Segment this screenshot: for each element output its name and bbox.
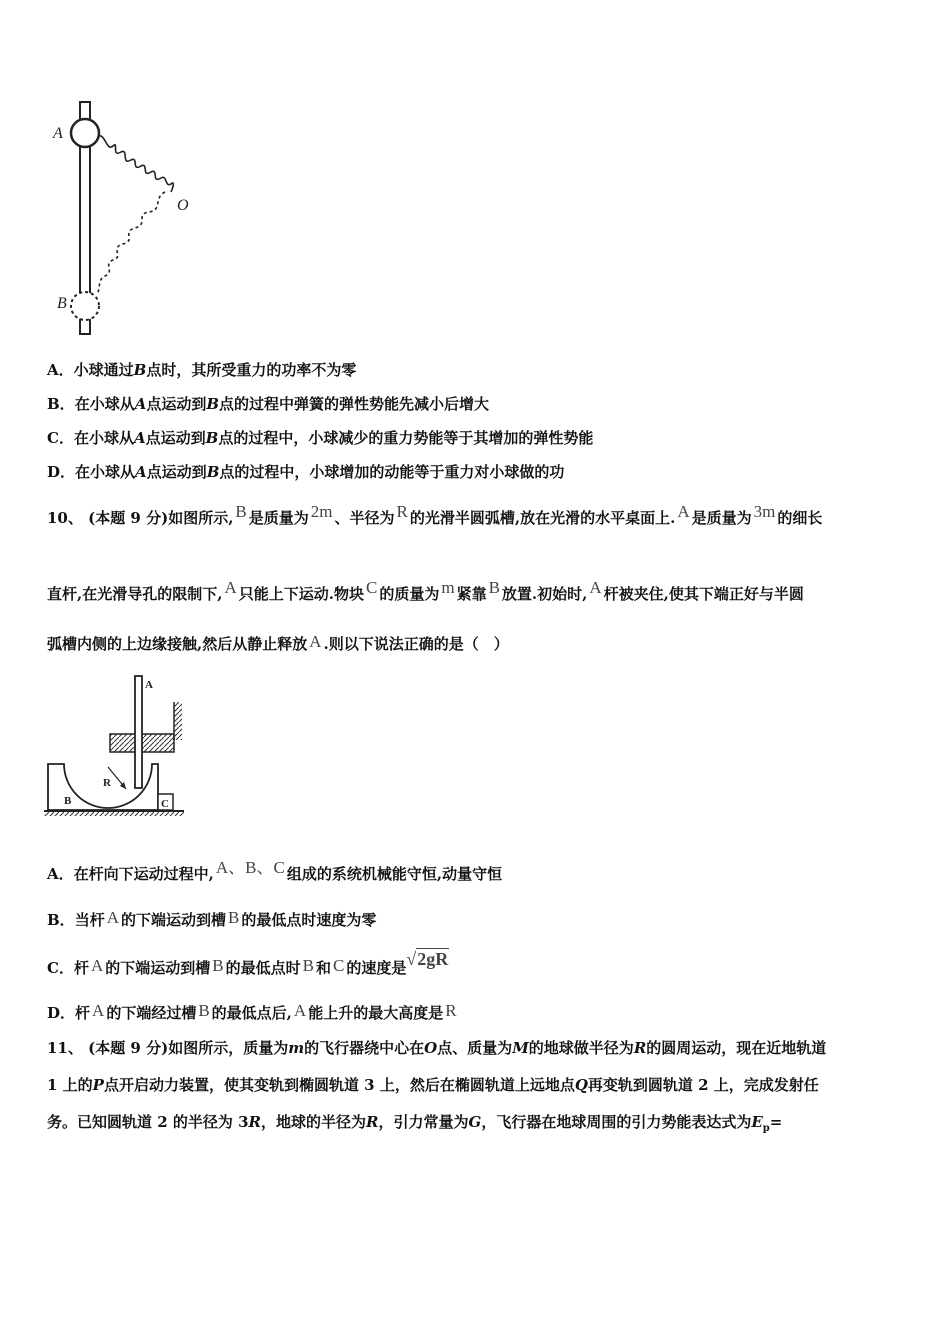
- q10-number: 10、: [47, 509, 83, 527]
- ball-b: [71, 292, 99, 320]
- ball-a: [71, 119, 99, 147]
- spring-rod-figure: [45, 100, 205, 340]
- wall-hatch: [174, 702, 182, 740]
- fig2-label-c: C: [161, 798, 169, 810]
- sqrt-2gR: √2gR: [406, 949, 449, 969]
- groove-rod-figure: [44, 672, 189, 822]
- rod-a: [135, 676, 142, 788]
- q10-option-d: D．杆 A 的下端经过槽 B 的最低点后, A 能上升的最大高度是 R: [47, 1001, 457, 1022]
- q10-option-c: C．杆 A 的下端运动到槽 B 的最低点时 B 和 C 的速度是√2gR: [47, 949, 449, 977]
- q11-stem-line1: 11、 (本题 9 分)如图所示，质量为m的飞行器绕中心在O点、质量为M的地球做半径为R的圆周运动，现在近地轨道: [47, 1039, 827, 1057]
- q10-stem-line1: 10、 (本题 9 分)如图所示, B 是质量为 2m 、半径为 R 的光滑半圆弧槽,放在光滑的水平桌面上. A 是质量为 3m 的细长: [47, 502, 823, 527]
- q10-stem-line2: 直杆,在光滑导孔的限制下, A 只能上下运动.物块 C 的质量为 m 紧靠 B 放置.初始时, A 杆被夹住,使其下端正好与半圆: [47, 578, 804, 603]
- q9-option-b: B．在小球从A点运动到B点的过程中弹簧的弹性势能先减小后增大: [47, 395, 490, 413]
- fig2-label-r: R: [103, 777, 111, 789]
- fig2-label-a: A: [145, 679, 153, 691]
- q10-option-b: B．当杆 A 的下端运动到槽 B 的最低点时速度为零: [47, 908, 377, 929]
- q10-option-a: A．在杆向下运动过程中, A、B、C 组成的系统机械能守恒,动量守恒: [47, 858, 503, 883]
- q11-number: 11、: [47, 1039, 83, 1057]
- q9-option-a: A．小球通过B点时，其所受重力的功率不为零: [47, 361, 357, 379]
- fig1-label-b: B: [57, 295, 67, 312]
- spring-dashed: [97, 192, 165, 294]
- q9-option-d: D．在小球从A点运动到B点的过程中，小球增加的动能等于重力对小球做的功: [47, 463, 565, 481]
- q10-score: (本题 9 分): [88, 509, 169, 527]
- q11-score: (本题 9 分): [88, 1039, 169, 1057]
- q11-stem-line3: 务。已知圆轨道 2 的半径为 3R，地球的半径为R，引力常量为G，飞行器在地球周围的引力势能表达式为$E_p=$: [47, 1113, 783, 1134]
- fig2-label-b: B: [64, 795, 72, 807]
- q11-stem-line2: 1 上的P点开启动力装置，使其变轨到椭圆轨道 3 上，然后在椭圆轨道上远地点Q再变轨到圆轨道 2 上，完成发射任: [47, 1076, 819, 1094]
- fig1-label-o: O: [177, 197, 189, 214]
- q10-stem-line3: 弧槽内侧的上边缘接触,然后从静止释放 A .则以下说法正确的是（ ）: [47, 632, 509, 653]
- q9-option-c: C．在小球从A点运动到B点的过程中，小球减少的重力势能等于其增加的弹性势能: [47, 429, 594, 447]
- spring-solid: [99, 136, 173, 192]
- fig1-label-a: A: [53, 125, 63, 142]
